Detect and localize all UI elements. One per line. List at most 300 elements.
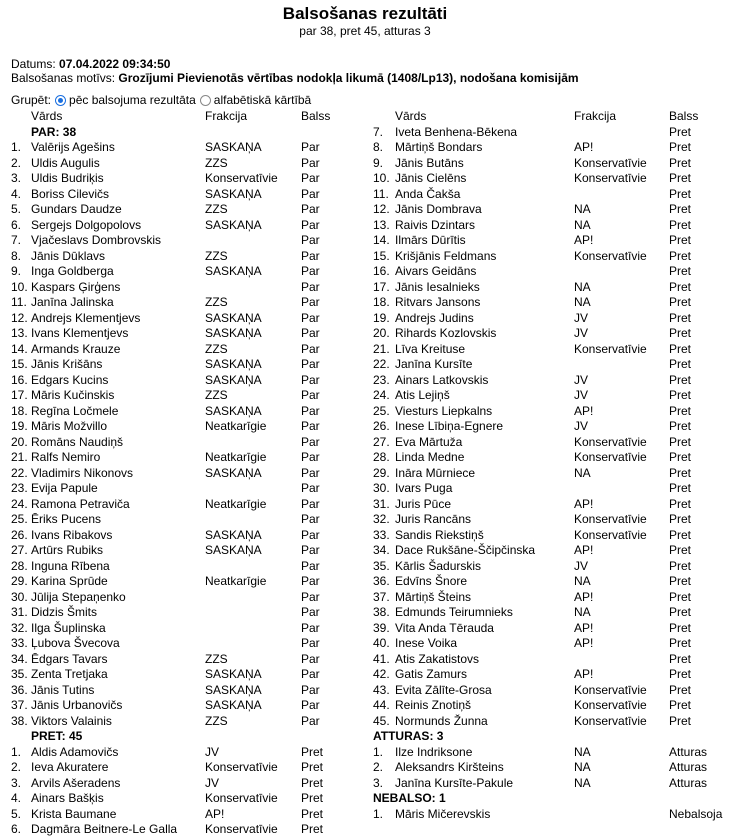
row-number: 2. (373, 760, 384, 774)
vote-value: Par (301, 636, 320, 650)
vote-value: Pret (669, 636, 692, 650)
faction: AP! (574, 496, 594, 511)
row-number: 2. (11, 155, 22, 170)
table-row (373, 342, 728, 358)
row-number: 40. (373, 636, 390, 650)
row-number: 42. (373, 667, 390, 681)
deputy-name: Jūlija Stepaņenko (31, 589, 126, 604)
vote-value: Par (301, 419, 320, 433)
table-row (373, 249, 728, 265)
table-row (11, 543, 361, 559)
row-number: 10. (373, 171, 390, 185)
section-label: NEBALSO: 1 (373, 791, 446, 805)
vote-value: Par (301, 217, 320, 232)
deputy-name: Janīna Kursīte (395, 357, 473, 371)
vote-value: Par (301, 651, 320, 666)
table-row (373, 512, 728, 528)
row-number: 6. (11, 217, 22, 232)
deputy-name: Ainars Latkovskis (395, 372, 489, 387)
row-number: 26. (373, 419, 390, 433)
vote-value: Pret (669, 155, 692, 170)
vote-value: Pret (669, 326, 692, 340)
row-number: 17. (373, 279, 390, 294)
date-value: 07.04.2022 09:34:50 (59, 57, 171, 71)
table-row (11, 140, 361, 156)
deputy-name: Jānis Urbanovičs (31, 698, 123, 712)
deputy-name: Krista Baumane (31, 806, 117, 821)
table-row (373, 636, 728, 652)
vote-value: Pret (669, 620, 692, 635)
table-row (11, 559, 361, 575)
row-number: 28. (373, 450, 390, 464)
vote-value: Par (301, 186, 320, 201)
vote-value: Pret (669, 558, 692, 573)
table-row (11, 404, 361, 420)
row-number: 24. (11, 496, 28, 511)
deputy-name: Inguna Rībena (31, 558, 110, 573)
faction: ZZS (205, 388, 228, 402)
vote-value: Pret (669, 481, 692, 495)
deputy-name: Linda Medne (395, 450, 465, 464)
deputy-name: Jānis Dombrava (395, 202, 482, 216)
vote-value: Atturas (669, 760, 708, 774)
deputy-name: Inese Lībiņa-Egnere (395, 419, 504, 433)
table-row (11, 683, 361, 699)
table-row (373, 140, 728, 156)
deputy-name: Aleksandrs Kiršteins (395, 760, 504, 774)
deputy-name: Ramona Petraviča (31, 496, 130, 511)
deputy-name: Jānis Tutins (31, 682, 95, 697)
deputy-name: Jānis Cielēns (395, 171, 467, 185)
deputy-name: Jānis Butāns (395, 155, 464, 170)
vote-value: Pret (669, 496, 692, 511)
faction: JV (574, 388, 589, 402)
table-row (373, 543, 728, 559)
table-row (11, 342, 361, 358)
row-number: 1. (373, 806, 384, 821)
faction: NA (574, 279, 591, 294)
faction: SASKAŅA (205, 465, 262, 480)
table-row (11, 791, 361, 807)
faction: AP! (574, 636, 594, 650)
deputy-name: Ēdgars Tavars (31, 651, 108, 666)
faction: AP! (574, 403, 594, 418)
faction: NA (574, 744, 591, 759)
row-number: 37. (373, 589, 390, 604)
faction: SASKAŅA (205, 357, 262, 371)
row-number: 12. (373, 202, 390, 216)
table-row (373, 559, 728, 575)
vote-value: Par (301, 171, 320, 185)
faction: SASKAŅA (205, 372, 262, 387)
table-row (11, 187, 361, 203)
deputy-name: Andrejs Judins (395, 310, 474, 325)
header-vote: Balss (669, 109, 699, 123)
table-row (373, 156, 728, 172)
section-label: PAR: 38 (31, 124, 77, 139)
row-number: 18. (373, 295, 390, 309)
deputy-name: Vita Anda Tērauda (395, 620, 494, 635)
row-number: 1. (11, 140, 22, 154)
deputy-name: Viesturs Liepkalns (395, 403, 493, 418)
vote-value: Pret (669, 357, 692, 371)
faction: SASKAŅA (205, 310, 262, 325)
grouping-control (11, 93, 311, 108)
table-row (373, 264, 728, 280)
vote-value: Par (301, 233, 320, 247)
table-row (373, 388, 728, 404)
table-row (11, 574, 361, 590)
row-number: 12. (11, 310, 28, 325)
table-row (373, 683, 728, 699)
table-row (11, 698, 361, 714)
table-row (11, 760, 361, 776)
table-row (373, 667, 728, 683)
deputy-name: Atis Zakatistovs (395, 651, 480, 666)
deputy-name: Ritvars Jansons (395, 295, 481, 309)
deputy-name: Kaspars Ģirģens (31, 279, 121, 294)
table-row (11, 326, 361, 342)
row-number: 35. (11, 667, 28, 681)
vote-value: Par (301, 698, 320, 712)
row-number: 19. (11, 419, 28, 433)
table-row (11, 652, 361, 668)
vote-value: Pret (301, 806, 324, 821)
faction: AP! (574, 589, 594, 604)
deputy-name: Juris Rancāns (395, 512, 472, 526)
header-name: Vārds (31, 109, 63, 123)
deputy-name: Aivars Geidāns (395, 264, 477, 278)
faction: Neatkarīgie (205, 450, 267, 464)
vote-value: Pret (669, 310, 692, 325)
vote-value: Par (301, 465, 320, 480)
vote-value: Pret (669, 434, 692, 449)
deputy-name: Edmunds Teirumnieks (395, 605, 513, 619)
row-number: 7. (373, 124, 384, 139)
table-row (11, 280, 361, 296)
vote-value: Pret (669, 217, 692, 232)
deputy-name: Karina Sprūde (31, 574, 108, 588)
vote-value: Par (301, 357, 320, 371)
vote-value: Par (301, 605, 320, 619)
row-number: 3. (11, 171, 22, 185)
row-number: 15. (373, 248, 390, 263)
vote-value: Par (301, 450, 320, 464)
vote-summary: par 38, pret 45, atturas 3 (299, 24, 431, 38)
vote-value: Pret (669, 248, 692, 263)
vote-value: Par (301, 140, 320, 154)
row-number: 39. (373, 620, 390, 635)
row-number: 29. (11, 574, 28, 588)
vote-value: Pret (669, 682, 692, 697)
faction: Konservatīvie (574, 341, 647, 356)
vote-value: Par (301, 403, 320, 418)
table-row (373, 481, 728, 497)
motive-line (11, 71, 579, 85)
deputy-name: Ināra Mūrniece (395, 465, 476, 480)
faction: SASKAŅA (205, 667, 262, 681)
vote-value: Pret (669, 140, 692, 154)
row-number: 2. (11, 760, 22, 774)
table-row (373, 295, 728, 311)
faction: ZZS (205, 341, 228, 356)
deputy-name: Ilze Indriksone (395, 744, 473, 759)
deputy-name: Normunds Žunna (395, 713, 488, 728)
deputy-name: Juris Pūce (395, 496, 452, 511)
vote-value: Pret (669, 295, 692, 309)
table-row (373, 435, 728, 451)
section-label: ATTURAS: 3 (373, 729, 444, 743)
deputy-name: Aldis Adamovičs (31, 744, 119, 759)
row-number: 14. (11, 341, 28, 356)
vote-value: Pret (669, 465, 692, 480)
faction: Neatkarīgie (205, 496, 267, 511)
row-number: 13. (11, 326, 28, 340)
row-number: 38. (373, 605, 390, 619)
deputy-name: Reinis Znotiņš (395, 698, 472, 712)
row-number: 41. (373, 651, 390, 666)
vote-value: Pret (669, 388, 692, 402)
deputy-name: Janīna Jalinska (31, 295, 114, 309)
vote-value: Pret (669, 124, 692, 139)
deputy-name: Jānis Krišāns (31, 357, 103, 371)
section-heading (11, 729, 361, 745)
table-row (11, 605, 361, 621)
left-vote-column (11, 109, 361, 838)
row-number: 10. (11, 279, 28, 294)
radio-by-result-label[interactable]: pēc balsojuma rezultāta (69, 93, 196, 107)
row-number: 16. (11, 372, 28, 387)
row-number: 27. (11, 543, 28, 557)
column-header (373, 109, 728, 125)
table-row (373, 466, 728, 482)
table-row (11, 311, 361, 327)
deputy-name: Ivans Ribakovs (31, 527, 113, 542)
deputy-name: Ļubova Švecova (31, 636, 120, 650)
row-number: 30. (11, 589, 28, 604)
faction: ZZS (205, 202, 228, 216)
vote-value: Pret (669, 372, 692, 387)
faction: Konservatīvie (574, 512, 647, 526)
section-heading (373, 791, 728, 807)
vote-value: Pret (669, 713, 692, 728)
row-number: 33. (11, 636, 28, 650)
header-faction: Frakcija (574, 109, 617, 123)
date-label: Datums: (11, 57, 56, 71)
faction: AP! (574, 620, 594, 635)
deputy-name: Uldis Budriķis (31, 171, 104, 185)
row-number: 22. (11, 465, 28, 480)
faction: SASKAŅA (205, 140, 262, 154)
faction: Neatkarīgie (205, 419, 267, 433)
faction: Konservatīvie (205, 822, 278, 836)
vote-value: Pret (669, 667, 692, 681)
table-row (11, 497, 361, 513)
row-number: 18. (11, 403, 28, 418)
vote-value: Nebalsoja (669, 806, 723, 821)
vote-value: Par (301, 388, 320, 402)
row-number: 15. (11, 357, 28, 371)
deputy-name: Ivars Puga (395, 481, 453, 495)
row-number: 28. (11, 558, 28, 573)
vote-value: Pret (669, 543, 692, 557)
table-row (373, 714, 728, 730)
faction: NA (574, 775, 591, 790)
vote-value: Pret (301, 760, 324, 774)
table-row (373, 280, 728, 296)
header-name: Vārds (395, 109, 427, 123)
faction: Konservatīvie (574, 713, 647, 728)
vote-value: Pret (669, 233, 692, 247)
vote-value: Par (301, 589, 320, 604)
deputy-name: Mārtiņš Šteins (395, 589, 472, 604)
deputy-name: Ilga Šuplinska (31, 620, 106, 635)
deputy-name: Evita Zālīte-Grosa (395, 682, 492, 697)
faction: NA (574, 217, 591, 232)
table-row (11, 745, 361, 761)
row-number: 37. (11, 698, 28, 712)
table-row (373, 419, 728, 435)
vote-value: Par (301, 620, 320, 635)
vote-value: Par (301, 558, 320, 573)
faction: AP! (574, 667, 594, 681)
vote-value: Pret (669, 589, 692, 604)
table-row (373, 807, 728, 823)
vote-value: Atturas (669, 744, 708, 759)
deputy-name: Regīna Ločmele (31, 403, 119, 418)
faction: Konservatīvie (574, 450, 647, 464)
table-row (11, 357, 361, 373)
row-number: 31. (11, 605, 28, 619)
row-number: 11. (373, 186, 389, 201)
deputy-name: Ilmārs Dūrītis (395, 233, 466, 247)
table-row (11, 373, 361, 389)
faction: JV (574, 558, 589, 573)
deputy-name: Atis Lejiņš (395, 388, 450, 402)
table-row (11, 218, 361, 234)
vote-value: Pret (301, 744, 324, 759)
faction: NA (574, 605, 591, 619)
row-number: 32. (373, 512, 390, 526)
table-row (11, 202, 361, 218)
row-number: 16. (373, 264, 390, 278)
deputy-name: Jānis Iesalnieks (395, 279, 480, 294)
table-row (373, 171, 728, 187)
row-number: 25. (11, 512, 28, 526)
vote-value: Par (301, 202, 320, 216)
row-number: 23. (373, 372, 390, 387)
vote-value: Par (301, 310, 320, 325)
row-number: 7. (11, 233, 22, 247)
row-number: 32. (11, 620, 28, 635)
faction: JV (574, 310, 589, 325)
row-number: 34. (11, 651, 28, 666)
deputy-name: Edvīns Šnore (395, 574, 468, 588)
faction: ZZS (205, 248, 228, 263)
faction: SASKAŅA (205, 527, 262, 542)
table-row (11, 636, 361, 652)
radio-by-result[interactable] (55, 95, 66, 106)
table-row (11, 295, 361, 311)
row-number: 9. (11, 264, 22, 278)
deputy-name: Dagmāra Beitnere-Le Galla (31, 822, 178, 836)
table-row (373, 233, 728, 249)
radio-alphabetical[interactable] (200, 95, 211, 106)
vote-value: Par (301, 341, 320, 356)
vote-value: Pret (669, 403, 692, 418)
faction: AP! (574, 233, 594, 247)
table-row (373, 218, 728, 234)
vote-value: Par (301, 434, 320, 449)
row-number: 33. (373, 527, 390, 542)
deputy-name: Viktors Valainis (31, 713, 112, 728)
faction: SASKAŅA (205, 403, 262, 418)
faction: Konservatīvie (574, 434, 647, 449)
right-vote-column (373, 109, 728, 822)
deputy-name: Māris Kučinskis (31, 388, 115, 402)
faction: Konservatīvie (574, 248, 647, 263)
table-row (11, 264, 361, 280)
faction: SASKAŅA (205, 682, 262, 697)
row-number: 24. (373, 388, 390, 402)
table-row (373, 373, 728, 389)
table-row (373, 326, 728, 342)
deputy-name: Boriss Cilevičs (31, 186, 110, 201)
vote-value: Pret (669, 264, 692, 278)
table-row (373, 187, 728, 203)
row-number: 9. (373, 155, 384, 170)
deputy-name: Kārlis Šadurskis (395, 558, 482, 573)
table-row (11, 590, 361, 606)
table-row (373, 745, 728, 761)
faction: NA (574, 465, 591, 480)
vote-value: Pret (301, 791, 324, 805)
deputy-name: Artūrs Rubiks (31, 543, 104, 557)
faction: ZZS (205, 651, 228, 666)
row-number: 31. (373, 496, 390, 511)
table-row (11, 822, 361, 838)
row-number: 45. (373, 713, 390, 728)
row-number: 26. (11, 527, 28, 542)
faction: JV (574, 419, 589, 433)
deputy-name: Inese Voika (395, 636, 458, 650)
deputy-name: Armands Krauze (31, 341, 121, 356)
row-number: 44. (373, 698, 390, 712)
faction: SASKAŅA (205, 264, 262, 278)
table-row (11, 388, 361, 404)
faction: Konservatīvie (205, 171, 278, 185)
deputy-name: Krišjānis Feldmans (395, 248, 497, 263)
deputy-name: Ainars Bašķis (31, 791, 104, 805)
table-row (373, 450, 728, 466)
deputy-name: Māris Mičerevskis (395, 806, 491, 821)
table-row (11, 714, 361, 730)
deputy-name: Anda Čakša (395, 186, 461, 201)
faction: Konservatīvie (574, 698, 647, 712)
row-number: 11. (11, 295, 27, 309)
deputy-name: Vjačeslavs Dombrovskis (31, 233, 162, 247)
table-row (11, 512, 361, 528)
radio-alphabetical-label[interactable]: alfabētiskā kārtībā (213, 93, 312, 107)
deputy-name: Didzis Šmits (31, 605, 98, 619)
faction: SASKAŅA (205, 217, 262, 232)
vote-value: Par (301, 682, 320, 697)
motive-label: Balsošanas motīvs: (11, 71, 116, 85)
vote-value: Par (301, 372, 320, 387)
deputy-name: Ieva Akuratere (31, 760, 109, 774)
vote-value: Par (301, 574, 320, 588)
deputy-name: Vladimirs Nikonovs (31, 465, 134, 480)
